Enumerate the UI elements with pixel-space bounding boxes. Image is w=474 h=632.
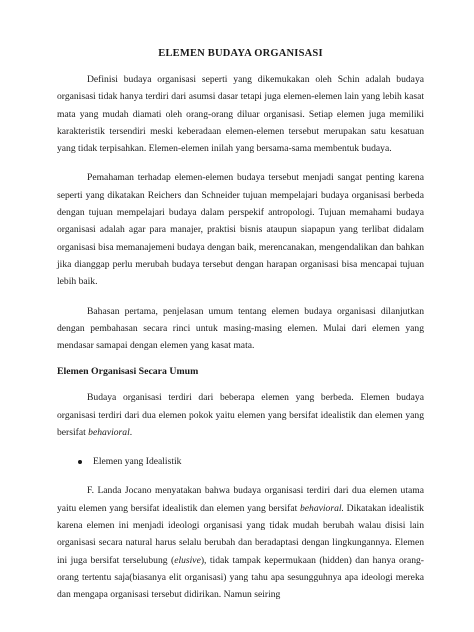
italic-term: elusive: [174, 554, 201, 566]
bullet-label: Elemen yang Idealistik: [93, 456, 182, 468]
paragraph-text: Dikatakan idealistik karena elemen ini menjadi ideologi organisasi yang tidak mudah berubah walau disisi lain organisasi secara natural harus selalu berubah dan beradaptasi dengan lingkungannya. Elemen ini juga bersifat terselubung (: [57, 502, 424, 566]
section-heading: Elemen Organisasi Secara Umum: [57, 366, 199, 378]
paragraph-discussion: Bahasan pertama, penjelasan umum tentang elemen budaya organisasi dilanjutkan dengan pembahasan secara rinci untuk masing-masing elemen. Mulai dari elemen yang mendasar samapai dengan elemen yang kasat mata.: [57, 305, 424, 352]
bullet-item: [78, 453, 424, 470]
paragraph-text: F. Landa Jocano menyatakan bahwa budaya organisasi terdiri dari dua elemen utama yaitu elemen yang bersifat idealistik dan elemen yang bersifat: [57, 485, 424, 514]
paragraph-text: Budaya organisasi terdiri dari beberapa elemen yang berbeda. Elemen budaya organisasi terdiri dari dua elemen pokok yaitu elemen yang bersifat idealistik dan elemen yang bersifat: [57, 392, 424, 439]
italic-term: behavioral: [88, 427, 130, 439]
document-title: ELEMEN BUDAYA ORGANISASI: [158, 48, 323, 59]
paragraph-understanding: Pemahaman terhadap elemen-elemen budaya tersebut menjadi sangat penting karena seperti yang dikatakan Reichers dan Schneider tujuan mempelajari budaya organisasi berbeda dengan tujuan mempelajari budaya dalam perspekif antropologi. Tujuan memahami budaya organisasi adalah agar para manajer, praktisi bisnis ataupun siapapun yang terlibat didalam organisasi bisa memanajemeni budaya dengan baik, merencanakan, mengendalikan dan bahkan jika dianggap perlu merubah budaya tersebut dengan harapan organisasi bisa mencapai tujuan lebih baik.: [57, 172, 424, 288]
paragraph-definition: Definisi budaya organisasi seperti yang dikemukakan oleh Schin adalah budaya organisasi tidak hanya terdiri dari asumsi dasar tetapi juga elemen-elemen lain yang lebih kasat mata yang mudah diamati oleh orang-orang diluar organisasi. Setiap elemen juga memiliki karakteristik tersendiri meski keberadaan elemen-elemen tersebut merupakan satu kesatuan yang tidak terpisahkan. Elemen-elemen inilah yang bersama-sama membentuk budaya.: [57, 74, 424, 155]
paragraph-elements-overview: [57, 389, 424, 441]
paragraph-text-end: .: [129, 427, 133, 439]
italic-term: behavioral.: [299, 502, 344, 514]
paragraph-text: ), tidak tampak kepermukaan (hidden) dan hanya orang-orang tertentu saja(biasanya elit organisasi) yang tahu apa sesungguhnya apa ideologi mereka dan mengapa organisasi tersebut didirikan. Namun seiring: [57, 554, 424, 601]
paragraph-jocano: [57, 482, 424, 603]
bullet-dot-icon: [78, 460, 82, 464]
